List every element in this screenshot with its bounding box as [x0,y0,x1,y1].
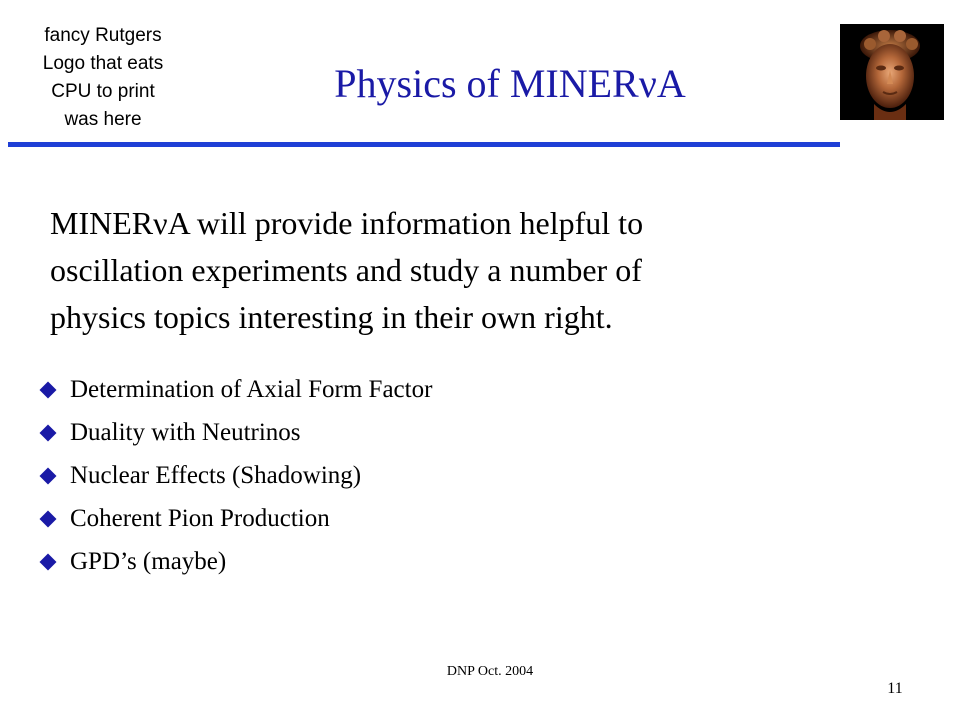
intro-line-1: MINERνA will provide information helpful to [50,205,644,241]
list-item [40,454,432,497]
slide-title: Physics of MINERνA [334,61,686,106]
diamond-bullet-icon [40,553,57,570]
bullet-text: Coherent Pion Production [70,504,330,532]
portrait-image [840,24,944,120]
list-item [40,411,432,454]
topic-bullet-list [40,368,432,583]
logo-line-2: Logo that eats [42,53,164,74]
bullet-text: Duality with Neutrinos [70,418,301,446]
logo-placeholder-text [0,22,206,134]
diamond-bullet-icon [40,510,57,527]
list-item [40,497,432,540]
list-item [40,540,432,583]
footer-date-label: DNP Oct. 2004 [446,664,534,679]
list-item [40,368,432,411]
intro-paragraph [50,200,750,341]
logo-line-1: fancy Rutgers [44,25,162,46]
intro-line-2: oscillation experiments and study a number of [50,252,642,288]
bullet-text: GPD’s (maybe) [70,547,227,575]
page-number: 11 [887,680,903,697]
title-underline-rule [8,142,840,147]
bullet-text: Nuclear Effects (Shadowing) [70,461,362,489]
intro-line-3: physics topics interesting in their own right. [50,299,613,335]
diamond-bullet-icon [40,424,57,441]
logo-line-3: CPU to print [51,81,155,102]
diamond-bullet-icon [40,467,57,484]
diamond-bullet-icon [40,381,57,398]
bullet-text: Determination of Axial Form Factor [70,375,433,403]
logo-line-4: was here [64,109,142,130]
